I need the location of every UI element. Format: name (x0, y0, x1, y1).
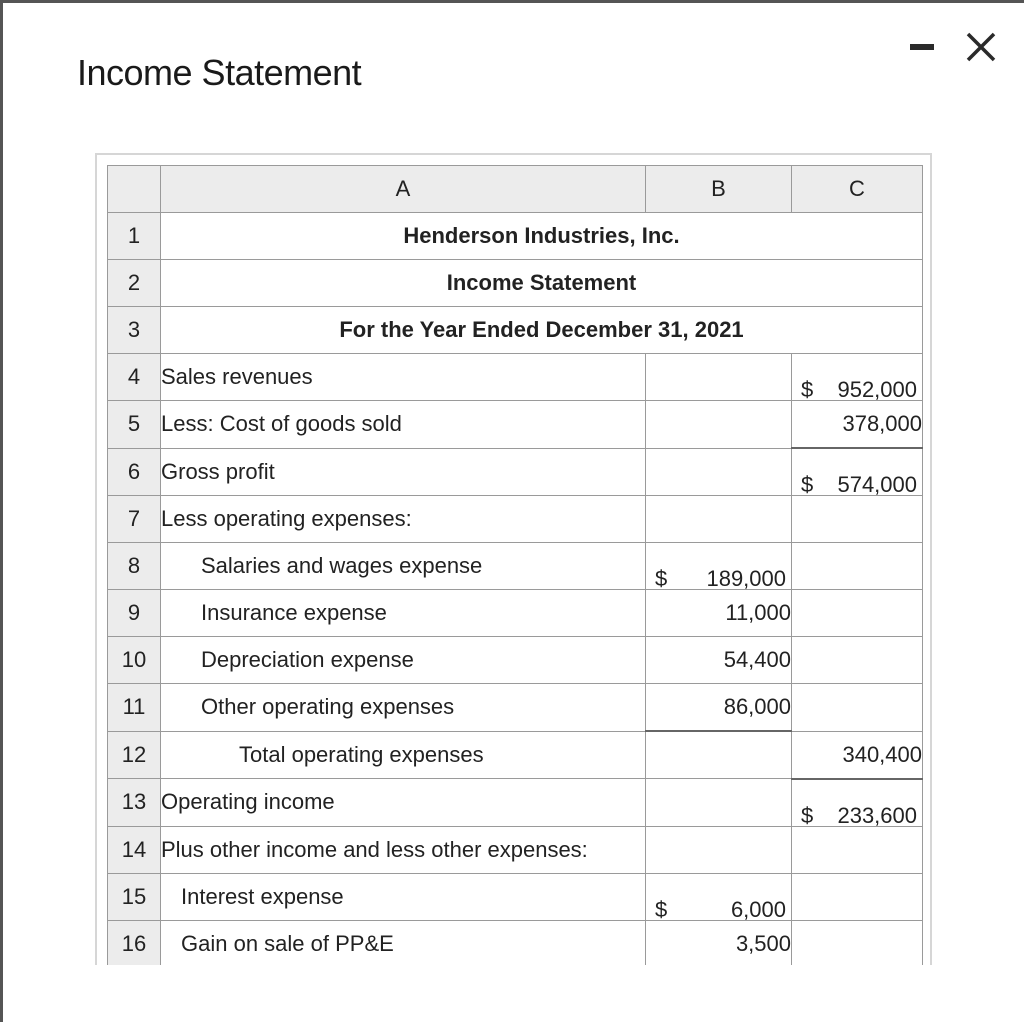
row-number[interactable]: 16 (108, 920, 161, 965)
table-row (108, 448, 923, 496)
value-cell-c[interactable] (792, 779, 923, 827)
table-row (108, 779, 923, 827)
amount: 574,000 (837, 472, 917, 496)
row-number[interactable]: 5 (108, 401, 161, 449)
label-cell[interactable]: Plus other income and less other expenses: (161, 826, 646, 873)
value-cell-c[interactable] (792, 448, 923, 496)
label-cell[interactable]: Sales revenues (161, 354, 646, 401)
table-row (108, 873, 923, 920)
value-cell-c[interactable] (792, 543, 923, 590)
column-header-row (108, 166, 923, 213)
label-cell[interactable]: Less: Cost of goods sold (161, 401, 646, 449)
amount: 6,000 (730, 896, 786, 920)
dollar-sign: $ (801, 377, 814, 401)
value-cell-c[interactable]: 378,000 (792, 401, 923, 449)
table-row (108, 731, 923, 779)
value-cell-c[interactable] (792, 496, 923, 543)
value-cell-b[interactable] (646, 354, 792, 401)
table-row (108, 260, 923, 307)
close-icon[interactable] (964, 30, 998, 64)
amount: 952,000 (837, 377, 917, 401)
column-header-b[interactable]: B (646, 166, 792, 213)
row-number[interactable]: 10 (108, 637, 161, 684)
row-number[interactable]: 3 (108, 307, 161, 354)
row-number[interactable]: 15 (108, 873, 161, 920)
value-cell-b[interactable] (646, 731, 792, 779)
row-number[interactable]: 14 (108, 826, 161, 873)
label-cell[interactable]: Other operating expenses (161, 684, 646, 732)
period-cell[interactable]: For the Year Ended December 31, 2021 (161, 307, 923, 354)
label-cell[interactable]: Total operating expenses (161, 731, 646, 779)
value-cell-c[interactable] (792, 873, 923, 920)
table-row (108, 826, 923, 873)
window-title: Income Statement (77, 52, 362, 93)
label-cell[interactable]: Insurance expense (161, 590, 646, 637)
value-cell-c[interactable] (792, 354, 923, 401)
label-cell[interactable]: Depreciation expense (161, 637, 646, 684)
value-cell-c[interactable] (792, 684, 923, 732)
table-row (108, 543, 923, 590)
row-number[interactable]: 6 (108, 448, 161, 496)
column-header-c[interactable]: C (792, 166, 923, 213)
table-row (108, 354, 923, 401)
value-cell-b[interactable]: 3,500 (646, 920, 792, 965)
dollar-sign: $ (655, 566, 668, 590)
row-number[interactable]: 4 (108, 354, 161, 401)
table-row (108, 496, 923, 543)
window-border-left (0, 0, 3, 1022)
row-number[interactable]: 11 (108, 684, 161, 732)
value-cell-c[interactable] (792, 826, 923, 873)
statement-name-cell[interactable]: Income Statement (161, 260, 923, 307)
table-row (108, 590, 923, 637)
label-cell[interactable]: Gross profit (161, 448, 646, 496)
dollar-sign: $ (655, 896, 668, 920)
value-cell-c[interactable] (792, 637, 923, 684)
row-number[interactable]: 8 (108, 543, 161, 590)
table-row (108, 684, 923, 732)
value-cell-b[interactable] (646, 543, 792, 590)
label-cell[interactable]: Operating income (161, 779, 646, 827)
value-cell-c[interactable] (792, 920, 923, 965)
label-cell[interactable]: Interest expense (161, 873, 646, 920)
minimize-icon[interactable] (910, 44, 934, 50)
dollar-sign: $ (801, 802, 814, 826)
amount: 233,600 (837, 802, 917, 826)
row-number[interactable]: 2 (108, 260, 161, 307)
label-cell[interactable]: Salaries and wages expense (161, 543, 646, 590)
value-cell-b[interactable] (646, 448, 792, 496)
value-cell-b[interactable]: 11,000 (646, 590, 792, 637)
row-number[interactable]: 7 (108, 496, 161, 543)
table-row (108, 307, 923, 354)
value-cell-c[interactable] (792, 590, 923, 637)
amount: 189,000 (706, 566, 786, 590)
value-cell-b[interactable]: 54,400 (646, 637, 792, 684)
corner-cell[interactable] (108, 166, 161, 213)
row-number[interactable]: 12 (108, 731, 161, 779)
spreadsheet-table (107, 165, 923, 965)
value-cell-b[interactable] (646, 401, 792, 449)
value-cell-b[interactable]: 86,000 (646, 684, 792, 732)
table-row (108, 401, 923, 449)
label-cell[interactable]: Less operating expenses: (161, 496, 646, 543)
window-border-top (0, 0, 1024, 3)
row-number[interactable]: 9 (108, 590, 161, 637)
table-row (108, 637, 923, 684)
column-header-a[interactable]: A (161, 166, 646, 213)
row-number[interactable]: 1 (108, 213, 161, 260)
value-cell-b[interactable] (646, 496, 792, 543)
table-row (108, 920, 923, 965)
spreadsheet-panel (95, 153, 932, 965)
value-cell-b[interactable] (646, 826, 792, 873)
value-cell-c[interactable]: 340,400 (792, 731, 923, 779)
table-row (108, 213, 923, 260)
value-cell-b[interactable] (646, 779, 792, 827)
company-name-cell[interactable]: Henderson Industries, Inc. (161, 213, 923, 260)
label-cell[interactable]: Gain on sale of PP&E (161, 920, 646, 965)
dollar-sign: $ (801, 472, 814, 496)
row-number[interactable]: 13 (108, 779, 161, 827)
value-cell-b[interactable] (646, 873, 792, 920)
